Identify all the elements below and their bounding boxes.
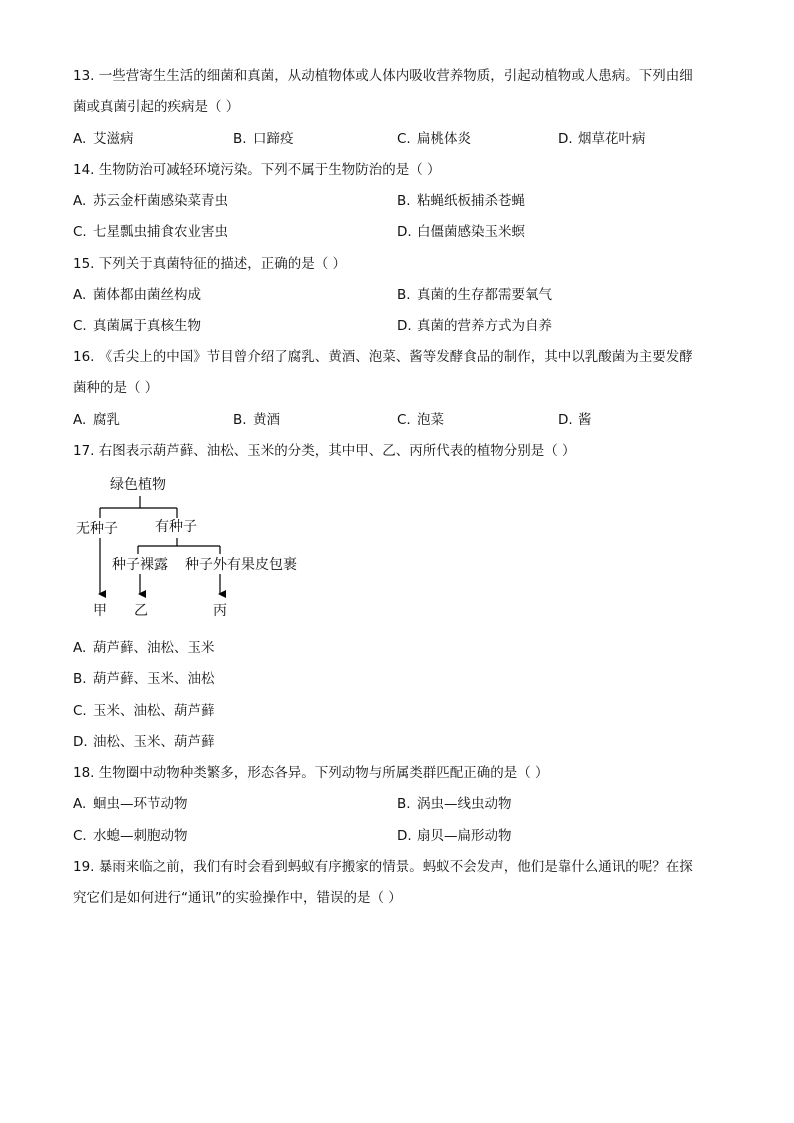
diagram-root-green-plants: 绿色植物 (110, 477, 166, 493)
q14-option-c: C. 七星瓢虫捕食农业害虫 (73, 224, 228, 240)
q14-option-d: D. 白僵菌感染玉米螟 (397, 224, 525, 240)
q13-option-c: C. 扁桃体炎 (397, 131, 471, 147)
diagram-has-seed: 有种子 (155, 519, 197, 535)
q18-stem: 18. 生物圈中动物种类繁多，形态各异。下列动物与所属类群匹配正确的是（ ） (73, 765, 549, 781)
q13-stem-line2: 菌或真菌引起的疾病是（ ） (73, 99, 240, 115)
q16-option-a: A. 腐乳 (73, 412, 120, 428)
q18-option-a: A. 蛔虫—环节动物 (73, 796, 188, 812)
q13-option-d: D. 烟草花叶病 (558, 131, 646, 147)
q16-option-d: D. 酱 (558, 412, 592, 428)
q14-stem: 14. 生物防治可减轻环境污染。下列不属于生物防治的是（ ） (73, 162, 441, 178)
plant-classification-diagram (70, 470, 330, 630)
q17-option-b: B. 葫芦藓、玉米、油松 (73, 671, 215, 687)
q16-option-b: B. 黄酒 (233, 412, 280, 428)
q18-option-d: D. 扇贝—扁形动物 (397, 828, 512, 844)
q15-option-d: D. 真菌的营养方式为自养 (397, 318, 552, 334)
q17-stem: 17. 右图表示葫芦藓、油松、玉米的分类，其中甲、乙、丙所代表的植物分别是（ ） (73, 443, 576, 459)
diagram-covered-seed: 种子外有果皮包裹 (185, 557, 297, 573)
q13-option-a: A. 艾滋病 (73, 131, 134, 147)
diagram-connectors (70, 470, 330, 630)
q16-stem-line1: 16. 《舌尖上的中国》节目曾介绍了腐乳、黄酒、泡菜、酱等发酵食品的制作，其中以乳酸菌为主要发酵 (73, 349, 693, 365)
q16-option-c: C. 泡菜 (397, 412, 444, 428)
diagram-naked-seed: 种子裸露 (112, 557, 168, 573)
q14-option-b: B. 粘蝇纸板捕杀苍蝇 (397, 193, 525, 209)
q18-option-b: B. 涡虫—线虫动物 (397, 796, 512, 812)
diagram-jia: 甲 (93, 603, 107, 619)
diagram-yi: 乙 (134, 603, 148, 619)
diagram-no-seed: 无种子 (76, 521, 118, 537)
q15-option-c: C. 真菌属于真核生物 (73, 318, 201, 334)
q15-stem: 15. 下列关于真菌特征的描述，正确的是（ ） (73, 256, 347, 272)
q19-stem-line2: 究它们是如何进行“通讯”的实验操作中，错误的是（ ） (73, 890, 402, 906)
q15-option-a: A. 菌体都由菌丝构成 (73, 287, 201, 303)
q19-stem-line1: 19. 暴雨来临之前，我们有时会看到蚂蚁有序搬家的情景。蚂蚁不会发声，他们是靠什么通讯的呢？在探 (73, 859, 693, 875)
q13-option-b: B. 口蹄疫 (233, 131, 294, 147)
q17-option-a: A. 葫芦藓、油松、玉米 (73, 640, 215, 656)
q18-option-c: C. 水螅—刺胞动物 (73, 828, 188, 844)
diagram-bing: 丙 (213, 603, 227, 619)
q17-option-c: C. 玉米、油松、葫芦藓 (73, 703, 215, 719)
q15-option-b: B. 真菌的生存都需要氧气 (397, 287, 552, 303)
q13-stem-line1: 13. 一些营寄生生活的细菌和真菌，从动植物体或人体内吸收营养物质，引起动植物或人患病。下列由细 (73, 68, 693, 84)
q17-option-d: D. 油松、玉米、葫芦藓 (73, 734, 215, 750)
q16-stem-line2: 菌种的是（ ） (73, 380, 159, 396)
q14-option-a: A. 苏云金杆菌感染菜青虫 (73, 193, 228, 209)
